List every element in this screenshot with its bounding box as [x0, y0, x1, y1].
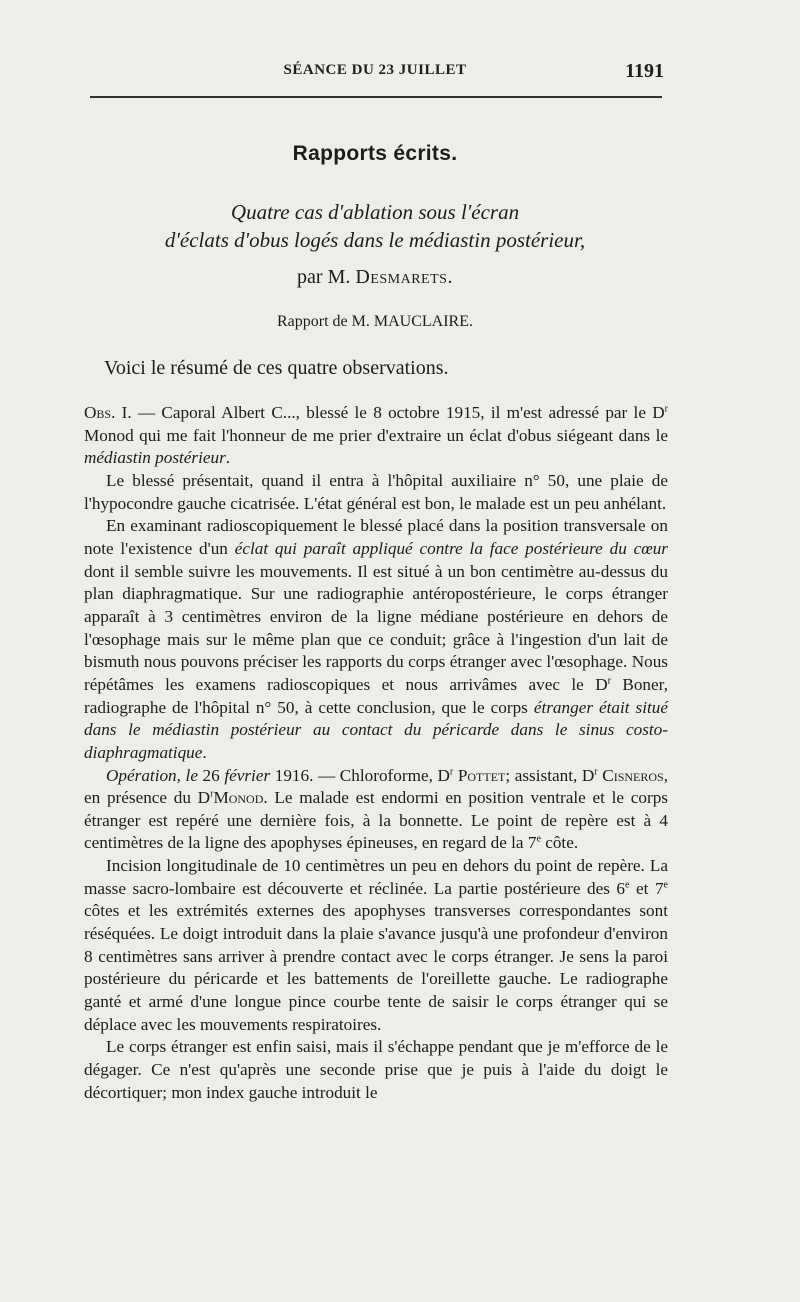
paragraph-condition: Le blessé présentait, quand il entra à l'hôpital auxiliaire n° 50, une plaie de l'hypocondre gauche cicatrisée. L'état général est bon, le malade est un peu anhélant. [84, 470, 668, 513]
page-number: 1191 [625, 60, 664, 82]
paragraph-extraction: Le corps étranger est enfin saisi, mais il s'échappe pendant que je m'efforce de le dégager. Ce n'est qu'après une seconde prise que je puis à l'aide du doigt le décortiquer; mon index gauche introduit le [84, 1037, 668, 1102]
paragraph-incision: Incision longitudinale de 10 centimètres un peu en dehors du point de repère. La masse sacro-lombaire est découverte et réclinée. La partie postérieure des 6e et 7e côtes et les extrémités externes des apophyses transverses correspondantes sont réséquées. Le doigt introduit dans la plaie s'avance jusqu'à une profondeur d'environ 8 centimètres sans arriver à prendre contact avec le corps étranger. Je sens la paroi postérieure du péricarde et les battements de l'oreillette gauche. Le radiographe ganté et armé d'une longue pince courbe tente de saisir le corps étranger qui se déplace avec les mouvements respiratoires. [84, 856, 668, 1034]
page-header [84, 62, 666, 82]
report-by: Rapport de M. MAUCLAIRE. [277, 313, 473, 330]
paragraph-obs-1: Obs. I. — Caporal Albert C..., blessé le 8 octobre 1915, il m'est adressé par le $D^r$ Monod qui me fait l'honneur de me prier d'extraire un éclat d'obus siégeant dans le médiastin postérieur. [84, 403, 668, 468]
header-rule [90, 96, 662, 98]
article-subtitle-line-2: d'éclats d'obus logés dans le médiastin postérieur, [164, 228, 586, 252]
author-prefix: par M. [297, 266, 351, 288]
section-title: Rapports écrits. [292, 142, 458, 165]
author-name: Desmarets. [355, 266, 453, 288]
paragraph-radioscopy: En examinant radioscopiquement le blessé placé dans la position transversale on note l'existence d'un éclat qui paraît appliqué contre la face postérieure du cœur dont il semble suivre les mouvements. Il est situé à un bon centimètre au-dessus du plan diaphragmatique. Sur une radiographie antéropostérieure, le corps étranger apparaît à 3 centimètres environ de la ligne médiane postérieure en dehors de l'œsophage mais sur le même plan que ce conduit; grâce à l'ingestion d'un lait de bismuth nous pouvons préciser les rapports du corps étranger avec l'œsophage. Nous répétâmes les examens radioscopiques et nous arrivâmes avec le $D^r$ Boner, radiographe de l'hôpital n° 50, à cette conclusion, que le corps étranger était situé dans le médiastin postérieur au contact du péricarde dans le sinus costo-diaphragmatique. [84, 516, 668, 762]
article-body [84, 402, 668, 1104]
running-title: SÉANCE DU 23 JUILLET [283, 62, 467, 78]
obs-label: Obs. I. [84, 403, 132, 422]
article-subtitle-line-1: Quatre cas d'ablation sous l'écran [230, 200, 520, 224]
author-line [84, 266, 666, 289]
paragraph-operation: Opération, le 26 février 1916. — Chloroforme, $D^r$ Pottet; assistant, $D^r$ Cisneros, en présence du $D^rMonod$. Le malade est endormi en position ventrale et le corps étranger est repéré une dernière fois, à la bonnette. Le point de repère est à 4 centimètres de la ligne des apophyses épineuses, en regard de la 7e côte. [84, 765, 669, 853]
intro-sentence: Voici le résumé de ces quatre observations. [104, 357, 449, 379]
